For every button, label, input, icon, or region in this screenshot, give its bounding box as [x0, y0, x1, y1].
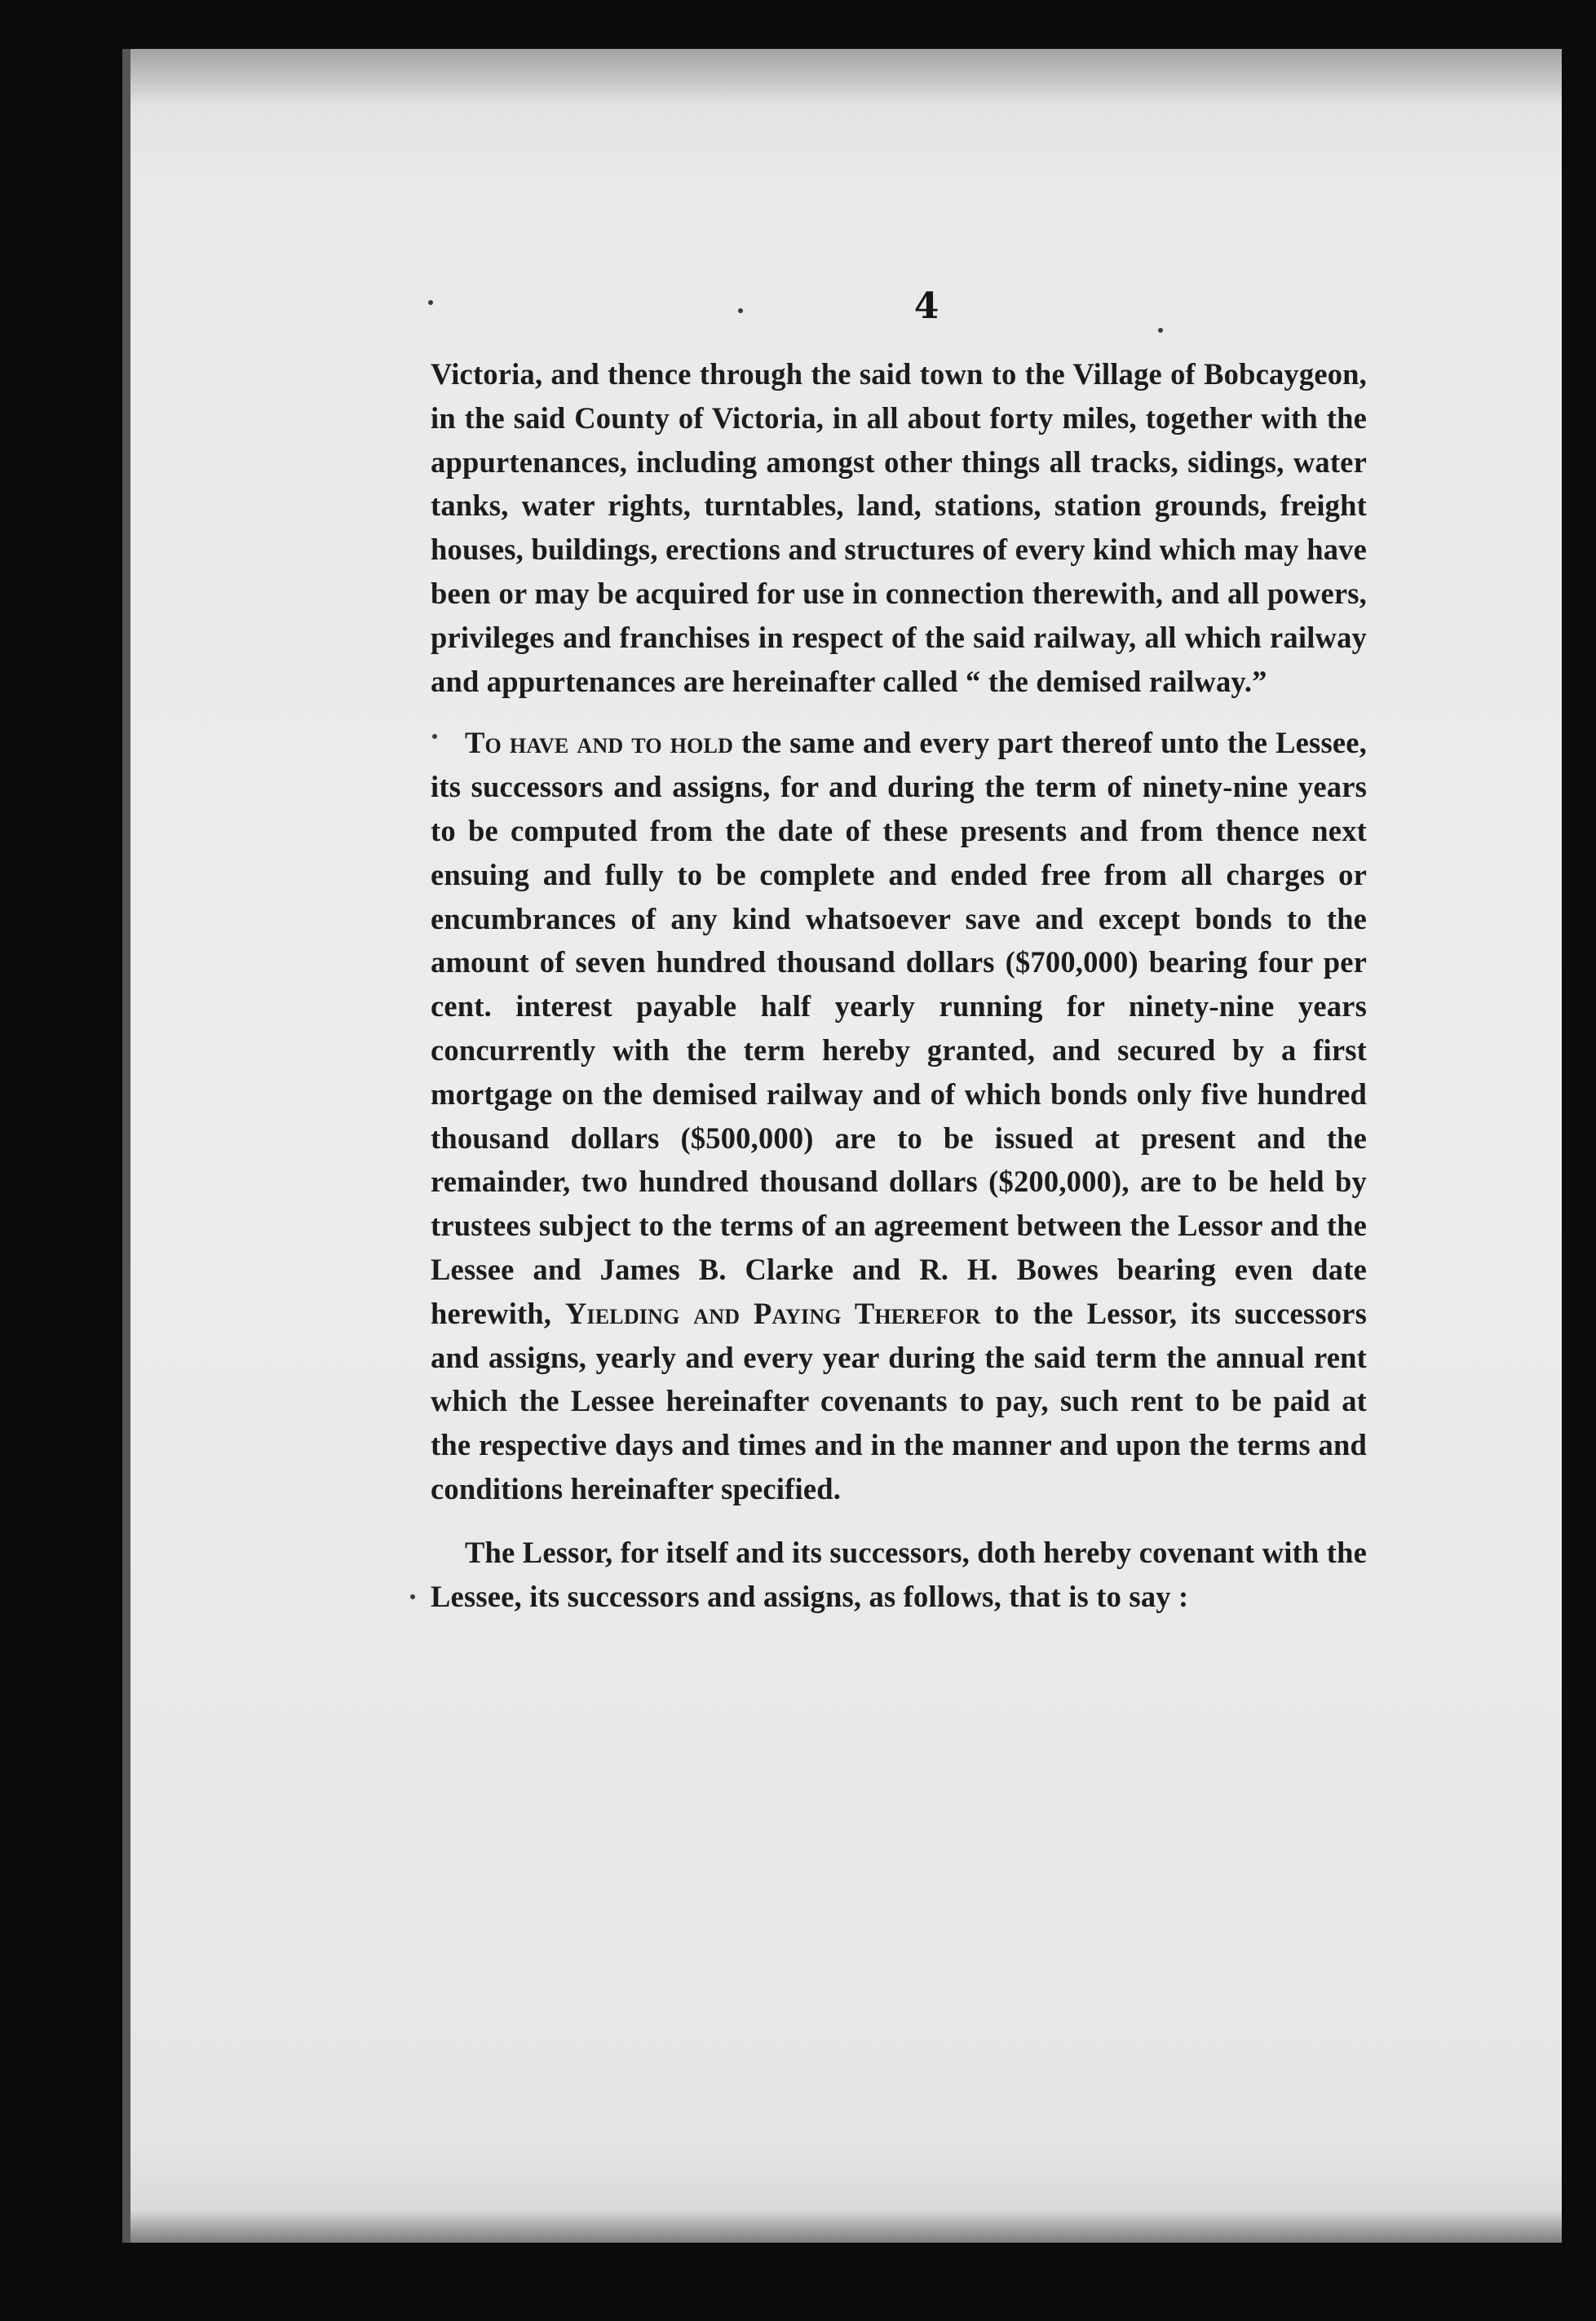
dust-speck	[1158, 328, 1163, 333]
habendum-text-a: the same and every part thereof unto the Lessee, its successors and assigns, for and during the term of ninety-nine years to be computed from the date of these presents and from thence next ensuing and fully to be complete and ended free from all charges or encumbrances of any kind whatsoever save and except bonds to the amount of seven hundred thousand dollars ($700,000) bearing four per cent. interest payable half yearly running for ninety-nine years concurrently with the term hereby granted, and secured by a first mortgage on the demised railway and of which bonds only five hundred thousand dollars ($500,000) are to be issued at present and the remainder, two hundred thousand dollars ($200,000), are to be held by trustees subject to the terms of an agreement between the Lessor and the Lessee and James B. Clarke and R. H. Bowes bearing even date herewith,	[431, 726, 1367, 1330]
paragraph-lessor-covenant: The Lessor, for itself and its successors, doth hereby covenant with the Lessee, its successors and assigns, as follows, that is to say :	[431, 1535, 1367, 1613]
body-text	[431, 352, 1367, 1618]
dust-speck	[410, 1594, 415, 1599]
page-shadow-bottom	[130, 2210, 1562, 2243]
habendum-text-b: to the Lessor, its successors and assigns, yearly and every year during the said term the annual rent which the Lessee hereinafter covenants to pay, such rent to be paid at the respective days and times and in the manner and upon the terms and conditions hereinafter specified.	[431, 1296, 1367, 1505]
reddendum-phrase: Yielding and Paying Therefor	[564, 1296, 981, 1330]
dust-speck	[428, 300, 433, 305]
dust-speck	[738, 308, 743, 313]
habendum-lead: To have and to hold	[465, 726, 734, 760]
paragraph-demised-railway: Victoria, and thence through the said town to the Village of Bobcaygeon, in the said County of Victoria, in all about forty miles, together with the appurtenances, including amongst other things all tracks, sidings, water tanks, water rights, turntables, land, stations, station grounds, freight houses, buildings, erections and structures of every kind which may have been or may be acquired for use in connection therewith, and all powers, privileges and franchises in respect of the said railway, all which railway and appurtenances are hereinafter called “ the demised railway.”	[431, 357, 1367, 698]
page-number: 4	[913, 285, 939, 327]
page-shadow-top	[130, 49, 1562, 106]
paragraph-habendum	[431, 721, 1367, 1510]
